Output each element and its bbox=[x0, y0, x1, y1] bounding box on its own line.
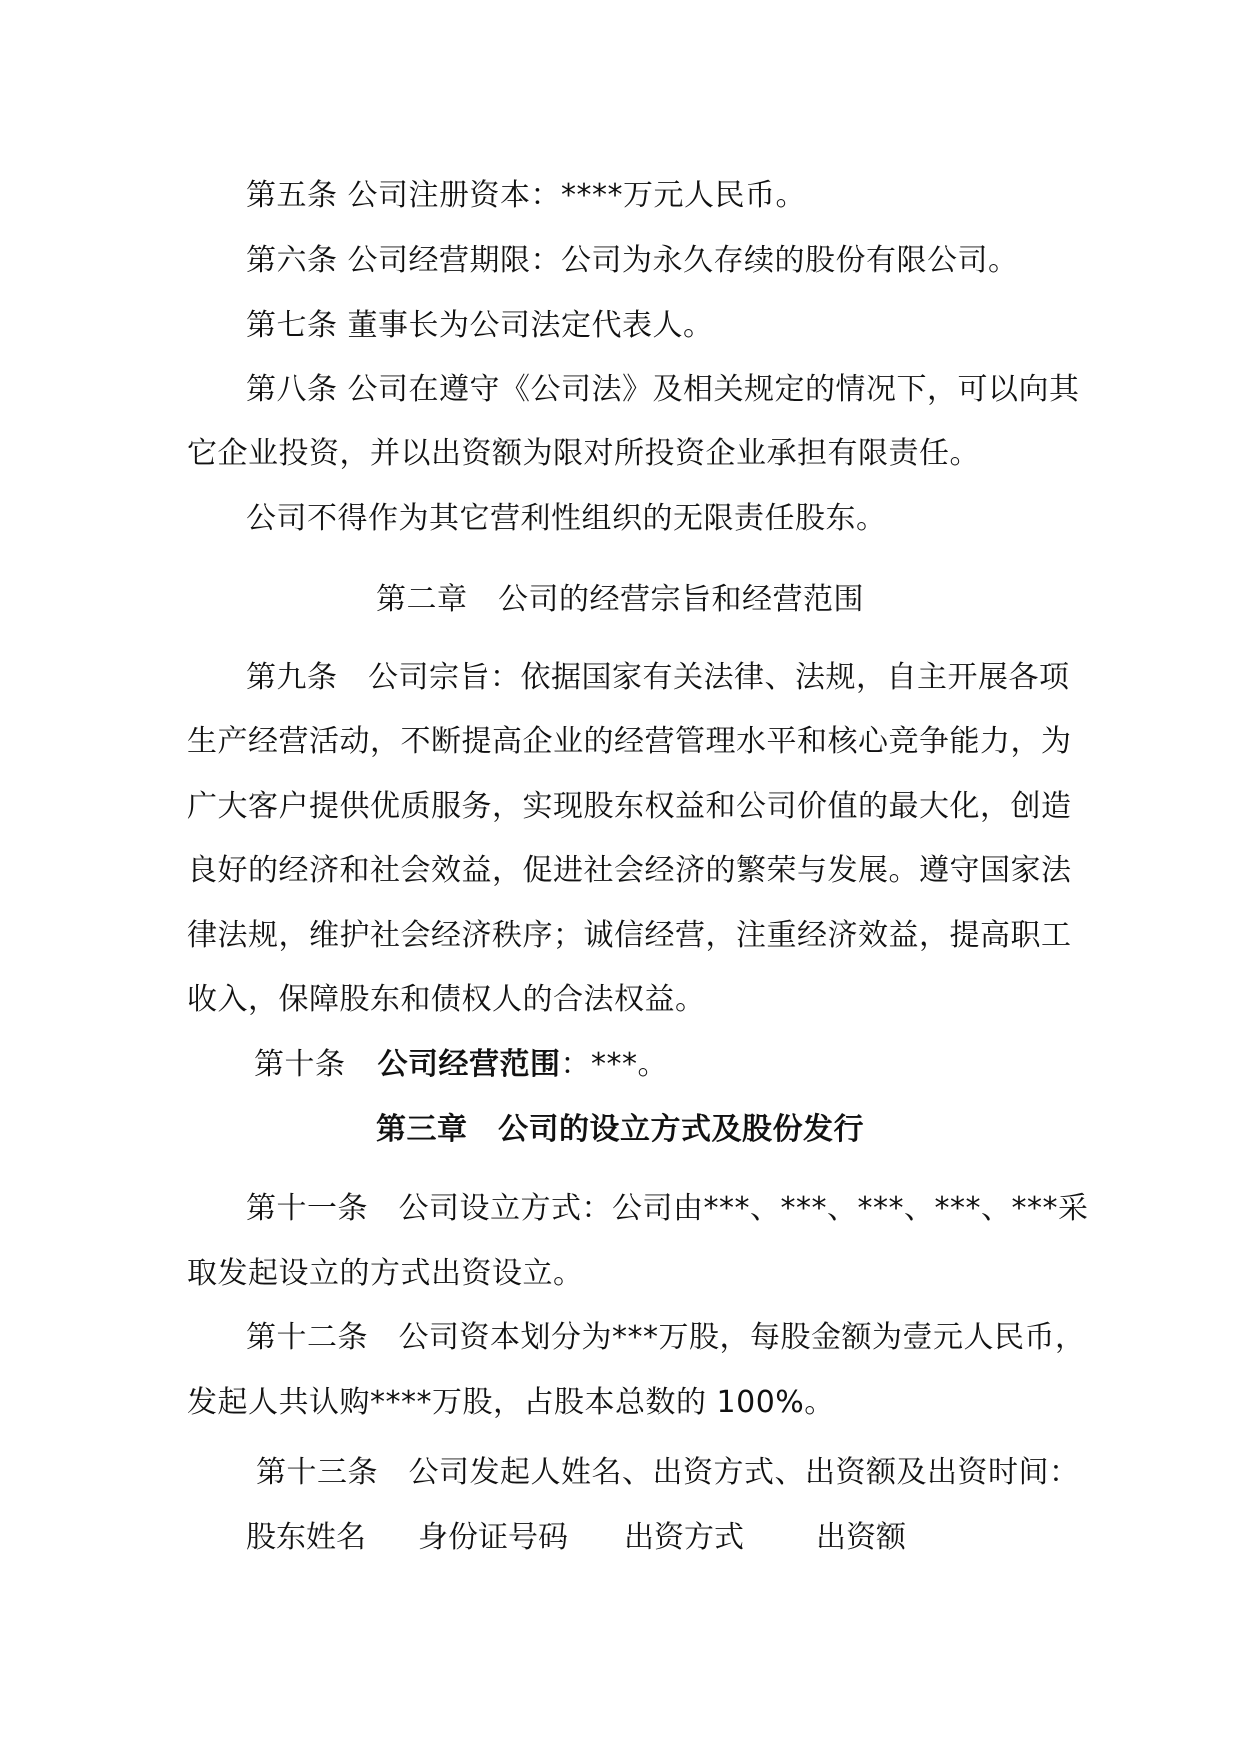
header-contribution-method: 出资方式 bbox=[624, 1520, 744, 1555]
article-13: 第十三条 公司发起人姓名、出资方式、出资额及出资时间： bbox=[256, 1455, 1080, 1490]
article-5: 第五条 公司注册资本：****万元人民币。 bbox=[246, 178, 807, 213]
article-6: 第六条 公司经营期限：公司为永久存续的股份有限公司。 bbox=[246, 243, 1019, 278]
article-9-line-1: 第九条 公司宗旨：依据国家有关法律、法规，自主开展各项 bbox=[246, 660, 1070, 695]
article-11-line-1: 第十一条 公司设立方式：公司由***、***、***、***、***采 bbox=[246, 1191, 1089, 1226]
chapter-2-heading: 第二章 公司的经营宗旨和经营范围 bbox=[376, 582, 864, 617]
article-10-label: 第十条 bbox=[254, 1047, 346, 1082]
article-9-line-2: 生产经营活动，不断提高企业的经营管理水平和核心竞争能力，为 bbox=[187, 724, 1072, 759]
article-9-line-5: 律法规，维护社会经济秩序；诚信经营，注重经济效益，提高职工 bbox=[187, 918, 1072, 953]
article-10-title: 公司经营范围 bbox=[377, 1047, 561, 1082]
header-shareholder-name: 股东姓名 bbox=[246, 1520, 366, 1555]
article-10-suffix: ：***。 bbox=[560, 1047, 668, 1082]
article-8-line-2: 它企业投资，并以出资额为限对所投资企业承担有限责任。 bbox=[187, 436, 980, 471]
article-9-line-6: 收入，保障股东和债权人的合法权益。 bbox=[187, 982, 706, 1017]
article-8-paragraph-2: 公司不得作为其它营利性组织的无限责任股东。 bbox=[246, 501, 887, 536]
header-id-number: 身份证号码 bbox=[418, 1520, 568, 1555]
article-9-line-4: 良好的经济和社会效益，促进社会经济的繁荣与发展。遵守国家法 bbox=[187, 853, 1072, 888]
article-7: 第七条 董事长为公司法定代表人。 bbox=[246, 308, 714, 343]
article-9-line-3: 广大客户提供优质服务，实现股东权益和公司价值的最大化，创造 bbox=[187, 789, 1072, 824]
article-12-line-2: 发起人共认购****万股，占股本总数的 100%。 bbox=[187, 1385, 835, 1420]
article-11-line-2: 取发起设立的方式出资设立。 bbox=[187, 1256, 584, 1291]
chapter-3-heading: 第三章 公司的设立方式及股份发行 bbox=[376, 1112, 864, 1147]
article-8-line-1: 第八条 公司在遵守《公司法》及相关规定的情况下，可以向其 bbox=[246, 372, 1080, 407]
article-10 bbox=[254, 1045, 668, 1085]
header-contribution-amount: 出资额 bbox=[816, 1520, 906, 1555]
article-12-line-1: 第十二条 公司资本划分为***万股，每股金额为壹元人民币， bbox=[246, 1320, 1086, 1355]
